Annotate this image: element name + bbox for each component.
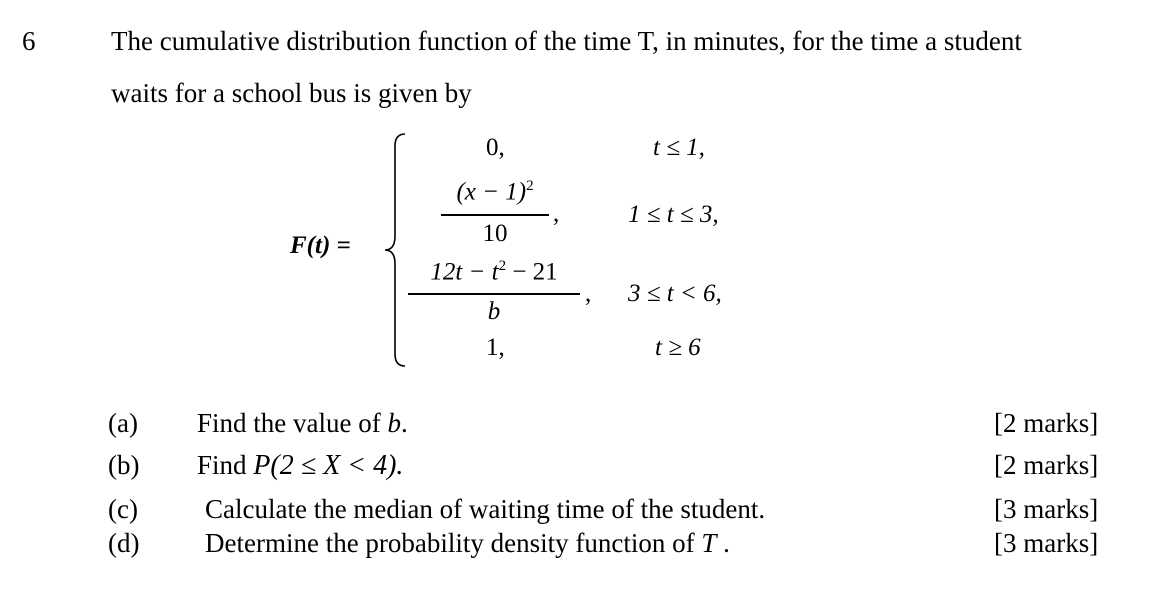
part-text: Calculate the median of waiting time of the student. xyxy=(205,494,766,524)
case-2-comma: , xyxy=(553,200,560,227)
part-marks: [3 marks] xyxy=(994,494,1099,524)
part-label: (c) xyxy=(108,494,138,524)
part-text: Find P(2 ≤ X < 4). xyxy=(197,450,404,481)
case-2-numerator: $(x - 1)^2$ xyxy=(456,178,534,206)
question-stem-line1: The cumulative distribution function of the time T, in minutes, for the time a student xyxy=(111,26,1022,56)
part-marks: [2 marks] xyxy=(994,408,1099,438)
part-label: (a) xyxy=(108,408,138,438)
case-3-comma: , xyxy=(585,280,592,307)
case-3-fraction-bar xyxy=(408,293,580,295)
case-4-value: 1, xyxy=(486,334,505,361)
case-3-numerator: $12t - t^2 - 21$ xyxy=(430,258,558,286)
case-3-condition: 3 ≤ t < 6, xyxy=(628,280,722,307)
part-marks: [3 marks] xyxy=(994,528,1099,558)
question-number: 6 xyxy=(22,26,36,56)
case-4-condition: t ≥ 6 xyxy=(655,334,701,361)
part-label: (d) xyxy=(108,528,140,558)
function-lhs: F(t) = xyxy=(290,232,351,259)
part-marks: [2 marks] xyxy=(994,450,1099,480)
left-brace-icon xyxy=(383,132,409,368)
case-2-denominator: 10 xyxy=(482,220,508,247)
case-1-value: 0, xyxy=(486,134,505,161)
case-1-condition: t ≤ 1, xyxy=(653,134,705,161)
case-3-denominator: b xyxy=(487,298,501,325)
part-text: Find the value of b. xyxy=(197,408,408,438)
part-text: Determine the probability density function of T . xyxy=(205,528,730,558)
case-2-fraction-bar xyxy=(441,214,549,216)
part-label: (b) xyxy=(108,450,140,480)
case-2-condition: 1 ≤ t ≤ 3, xyxy=(628,201,719,228)
question-stem-line2: waits for a school bus is given by xyxy=(111,78,472,108)
